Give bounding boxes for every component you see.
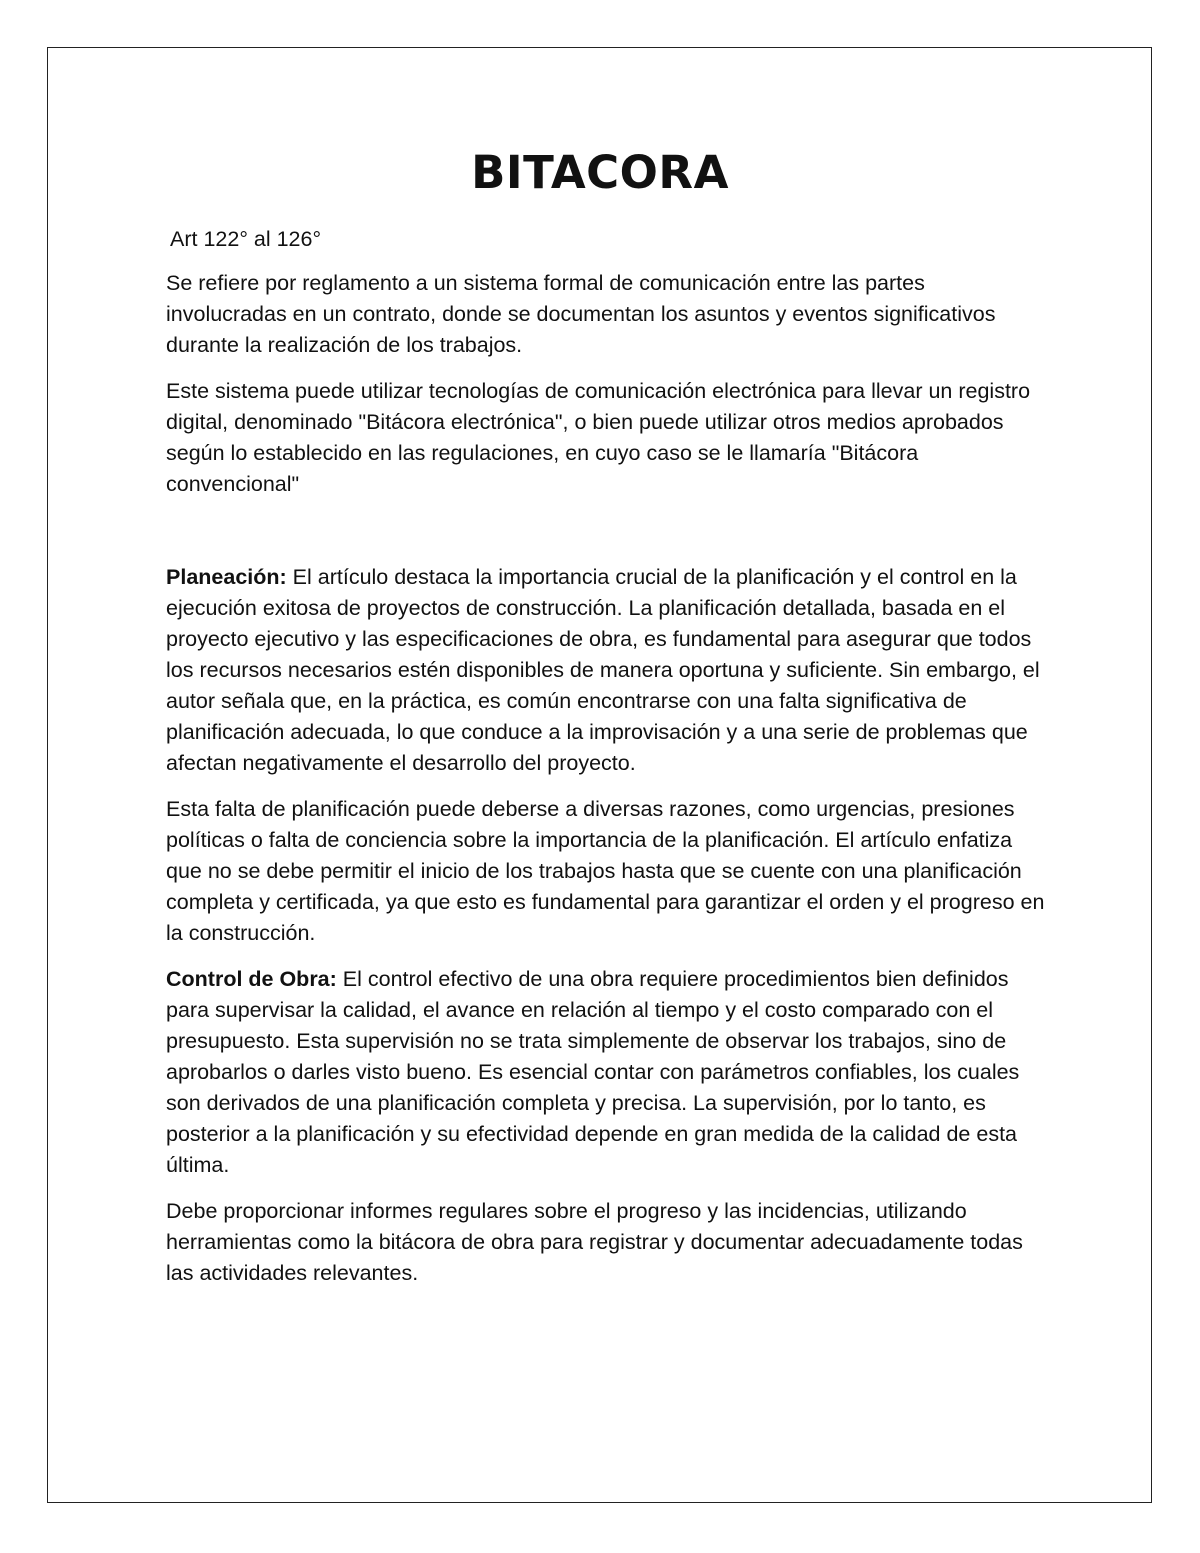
document-body [166,224,1046,1304]
section-spacer [166,515,1046,562]
control-paragraph [166,964,1046,1181]
article-reference: Art 122° al 126° [170,227,322,251]
intro-paragraph-2: Este sistema puede utilizar tecnologías de comunicación electrónica para llevar un registro digital, denominado "Bitácora electrónica", o bien puede utilizar otros medios aprobados según lo establecido en las regulaciones, en cuyo caso se le llamaría "Bitácora convencional" [166,379,1031,496]
document-title: BITACORA [471,146,729,199]
control-followup-paragraph: Debe proporcionar informes regulares sobre el progreso y las incidencias, utilizando herramientas como la bitácora de obra para registrar y documentar adecuadamente todas las actividades relevantes. [166,1199,1023,1285]
control-heading: Control de Obra: [166,967,337,991]
planeacion-text: El artículo destaca la importancia crucial de la planificación y el control en la ejecución exitosa de proyectos de construcción. La planificación detallada, basada en el proyecto ejecutivo y las especificaciones de obra, es fundamental para asegurar que todos los recursos necesarios estén disponibles de manera oportuna y suficiente. Sin embargo, el autor señala que, en la práctica, es común encontrarse con una falta significativa de planificación adecuada, lo que conduce a la improvisación y a una serie de problemas que afectan negativamente el desarrollo del proyecto. [166,565,1040,775]
intro-paragraph-1: Se refiere por reglamento a un sistema formal de comunicación entre las partes involucradas en un contrato, donde se documentan los asuntos y eventos significativos durante la realización de los trabajos. [166,271,996,357]
control-text: El control efectivo de una obra requiere procedimientos bien definidos para supervisar la calidad, el avance en relación al tiempo y el costo comparado con el presupuesto. Esta supervisión no se trata simplemente de observar los trabajos, sino de aprobarlos o darles visto bueno. Es esencial contar con parámetros confiables, los cuales son derivados de una planificación completa y precisa. La supervisión, por lo tanto, es posterior a la planificación y su efectividad depende en gran medida de la calidad de esta última. [166,967,1020,1177]
planeacion-heading: Planeación: [166,565,287,589]
planeacion-paragraph [166,562,1046,779]
planeacion-followup-paragraph: Esta falta de planificación puede deberse a diversas razones, como urgencias, presiones políticas o falta de conciencia sobre la importancia de la planificación. El artículo enfatiza que no se debe permitir el inicio de los trabajos hasta que se cuente con una planificación completa y certificada, ya que esto es fundamental para garantizar el orden y el progreso en la construcción. [166,797,1045,945]
